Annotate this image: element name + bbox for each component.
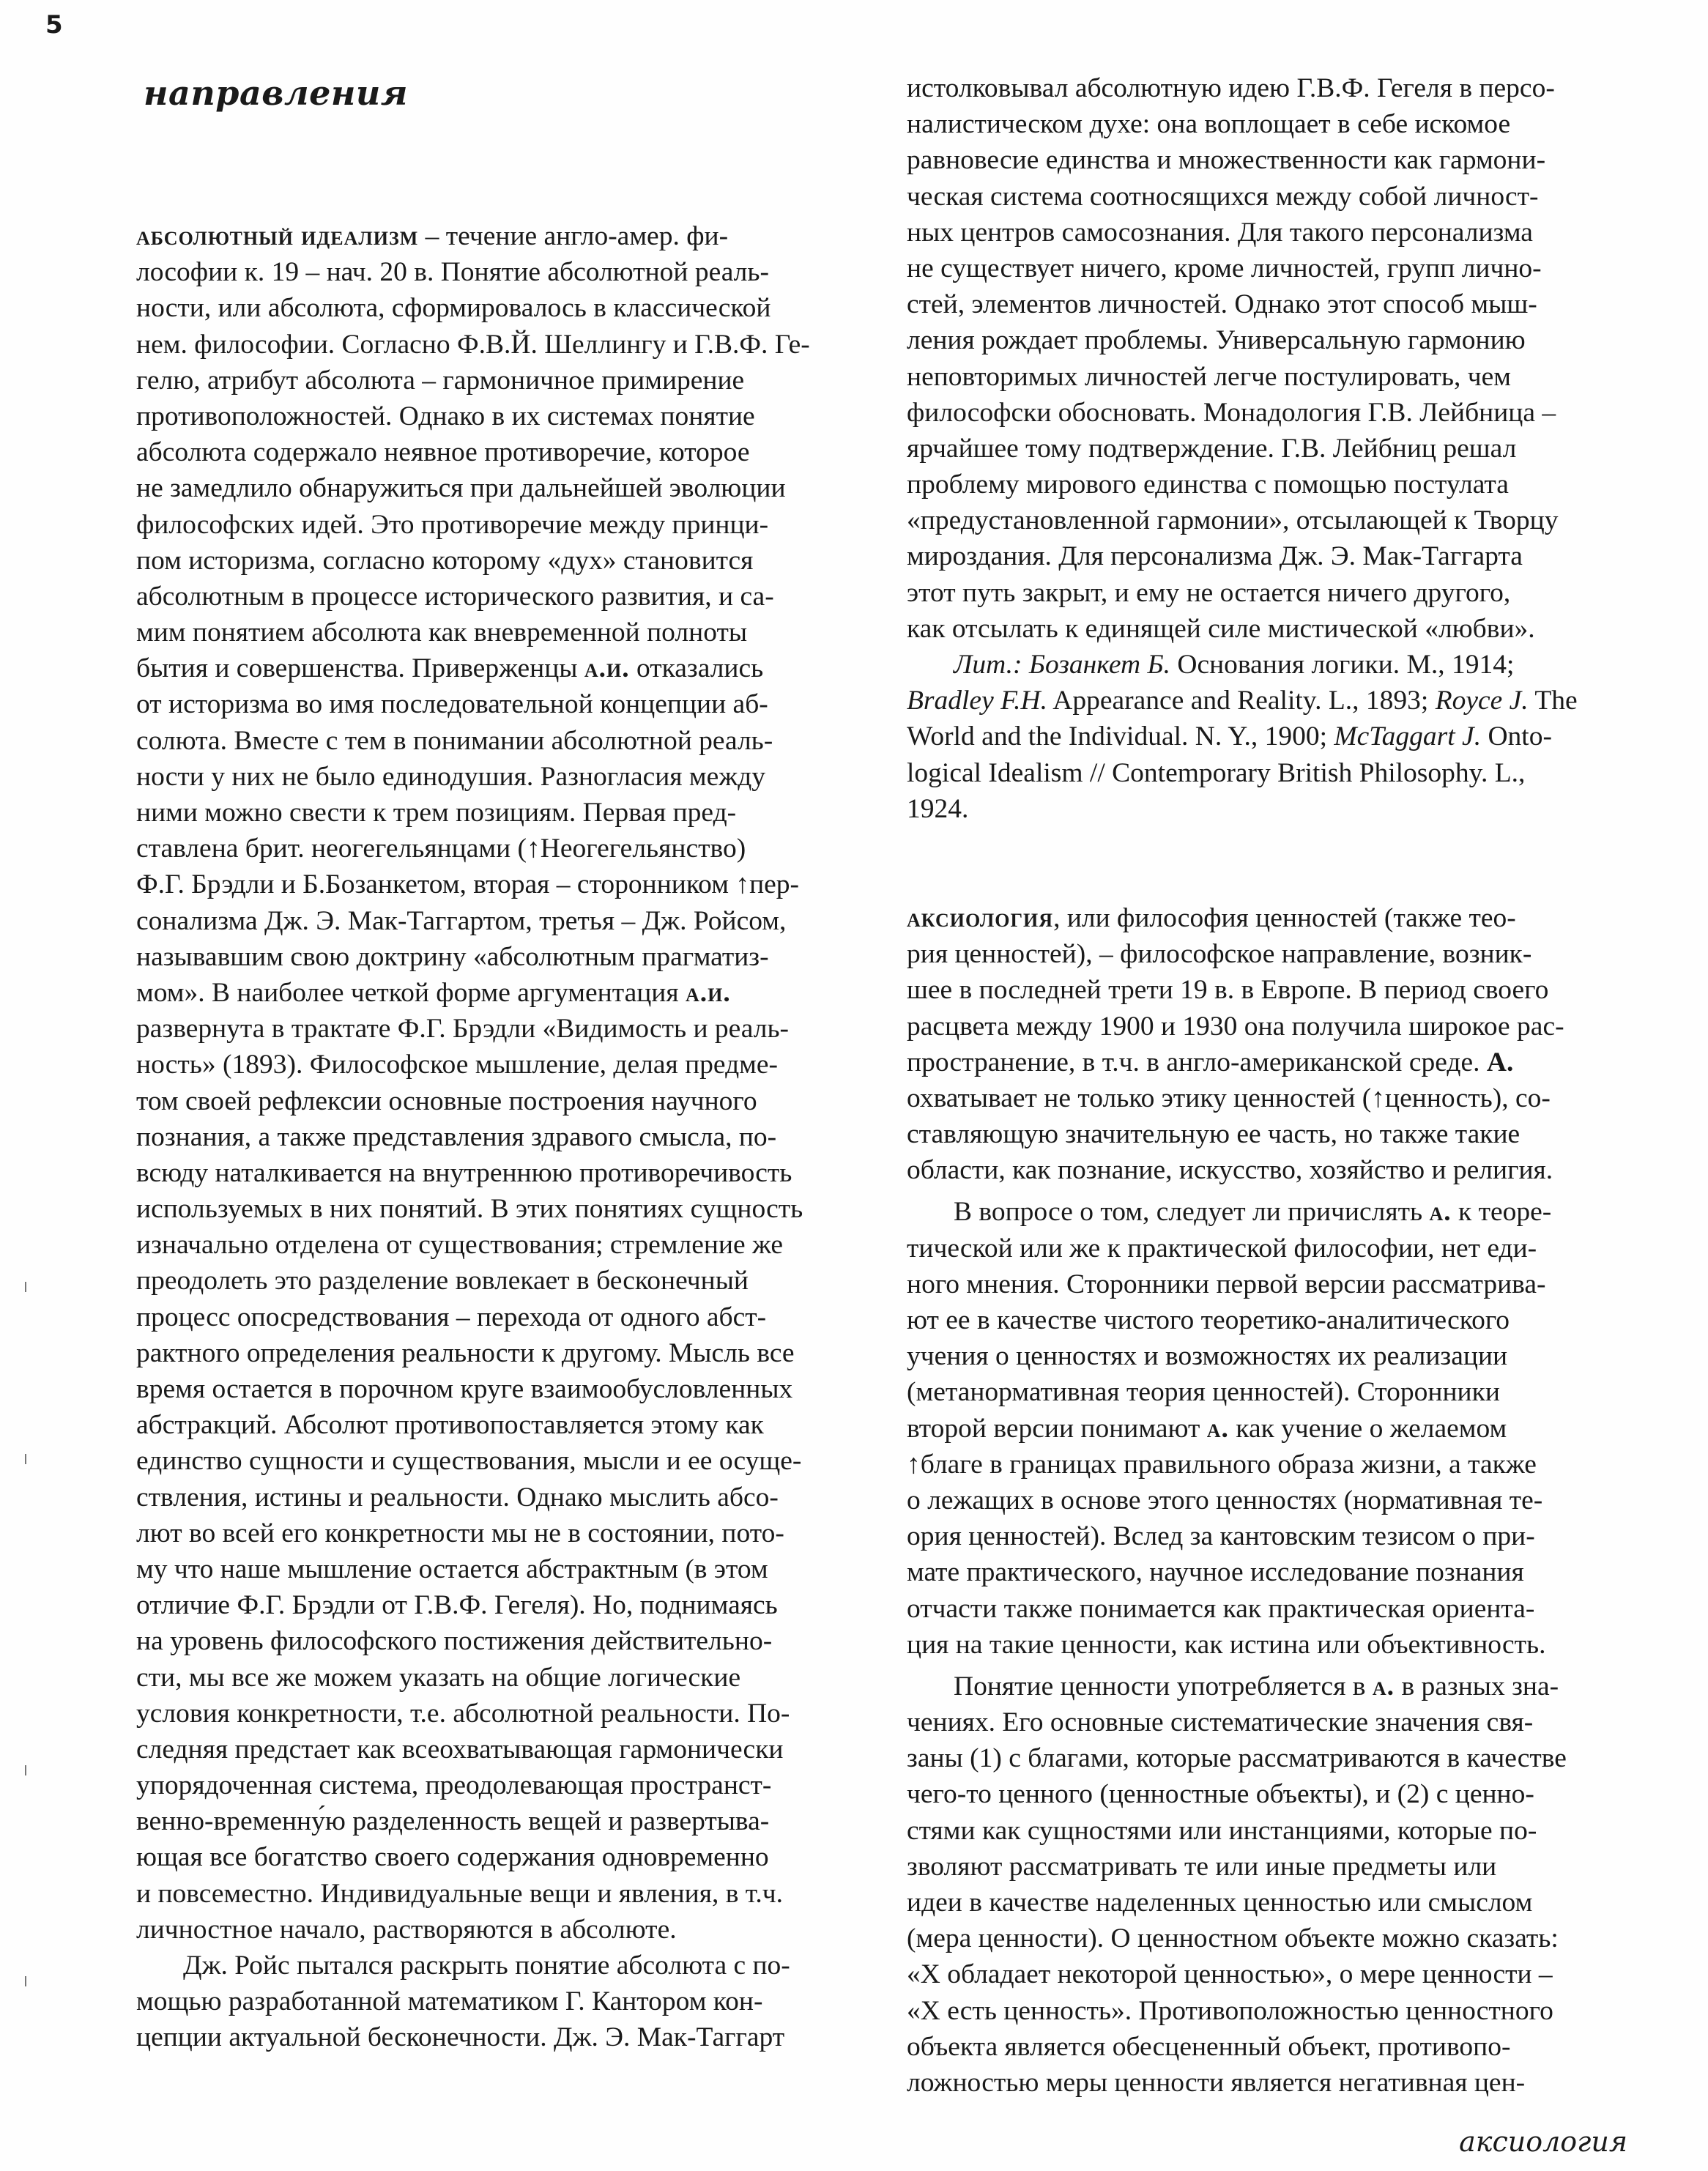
text-run: цепции актуальной бесконечности. Дж. Э. Мак-Таггарт: [136, 2022, 785, 2053]
text-line: [136, 1335, 832, 1371]
paragraph-gap: [907, 827, 1603, 900]
text-line: [907, 1813, 1603, 1849]
text-line: [907, 1411, 1603, 1447]
text-run: в разных зна-: [1395, 1671, 1559, 1701]
headword: а.и.: [685, 977, 731, 1008]
text-line: [907, 1920, 1603, 1956]
text-run: тической или же к практической философии, нет еди-: [907, 1233, 1537, 1263]
text-line: [136, 1227, 832, 1263]
text-line: [136, 1083, 832, 1119]
text-run: изначально отделена от существования; стремление же: [136, 1230, 784, 1261]
text-run: (метанормативная теория ценностей). Сторонники: [907, 1377, 1500, 1408]
text-run: шее в последней трети 19 в. в Европе. В период своего: [907, 975, 1549, 1006]
text-line: [907, 900, 1603, 936]
text-line: [907, 322, 1603, 358]
text-run: «Х обладает некоторой ценностью», о мере ценности –: [907, 1959, 1553, 1990]
text-line: [907, 1194, 1603, 1230]
text-run: называвшим свою доктрину «абсолютным прагматиз-: [136, 941, 769, 972]
text-line: [907, 250, 1603, 286]
text-run: гелю, атрибут абсолюта – гармоничное примирение: [136, 365, 745, 396]
text-run: учения о ценностях и возможностях их реализации: [907, 1341, 1508, 1372]
text-run: ствления, истины и реальности. Однако мыслить абсо-: [136, 1482, 779, 1513]
text-line: [907, 1627, 1603, 1663]
text-run: (мера ценности). О ценностном объекте можно сказать:: [907, 1923, 1559, 1954]
text-run: The: [1528, 686, 1578, 716]
running-footer: аксиология: [1459, 2126, 1627, 2158]
text-line: [136, 759, 832, 795]
text-line: [136, 218, 832, 254]
text-run: идеи в качестве наделенных ценностью или смыслом: [907, 1888, 1533, 1918]
text-line: [907, 1482, 1603, 1518]
text-run: как отсылать к единящей силе мистической «любви».: [907, 613, 1535, 644]
text-line: [136, 1011, 832, 1047]
text-run: – течение англо-амер. фи-: [418, 221, 729, 251]
text-run: сти, мы все же можем указать на общие логические: [136, 1662, 741, 1693]
text-run: мироздания. Для персонализма Дж. Э. Мак-Таггарта: [907, 541, 1523, 572]
text-run: абсолютным в процессе исторического развития, и са-: [136, 581, 774, 612]
text-run: Дж. Ройс пытался раскрыть понятие абсолюта с по-: [183, 1951, 790, 1981]
text-run: ности у них не было единодушия. Разногласия между: [136, 761, 766, 792]
text-line: [907, 1885, 1603, 1920]
text-line: [907, 215, 1603, 250]
text-run: В вопросе о том, следует ли причислять: [954, 1197, 1430, 1228]
text-run: ющая все богатство своего содержания одновременно: [136, 1842, 769, 1873]
text-line: [907, 972, 1603, 1008]
text-line: [907, 755, 1603, 791]
text-line: [136, 434, 832, 470]
text-run: этот путь закрыт, и ему не остается ничего другого,: [907, 577, 1511, 608]
text-line: [907, 1849, 1603, 1885]
text-line: [136, 290, 832, 326]
text-run: logical Idealism // Contemporary British Philosophy. L.,: [907, 757, 1526, 788]
text-run: том своей рефлексии основные построения научного: [136, 1086, 757, 1116]
text-line: [136, 1732, 832, 1767]
running-header: направления: [144, 73, 408, 113]
text-line: [136, 2019, 832, 2055]
text-run: расцвета между 1900 и 1930 она получила широкое рас-: [907, 1011, 1564, 1042]
text-line: [907, 1704, 1603, 1740]
text-line: [907, 431, 1603, 467]
text-run: ления рождает проблемы. Универсальную гармонию: [907, 325, 1526, 356]
text-run: второй версии понимают: [907, 1413, 1207, 1444]
text-run: познания, а также представления здравого смысла, по-: [136, 1121, 777, 1152]
text-run: от историзма во имя последовательной концепции аб-: [136, 689, 768, 720]
text-line: [907, 1044, 1603, 1080]
text-line: [136, 1983, 832, 2019]
text-run: развернута в трактате Ф.Г. Брэдли «Видимость и реаль-: [136, 1014, 790, 1044]
text-run: всюду наталкивается на внутреннюю противоречивость: [136, 1157, 792, 1188]
headword: абсолютный идеализм: [136, 221, 419, 251]
headword: а.и.: [584, 653, 630, 684]
headword: аксиология: [907, 902, 1054, 933]
text-run: пом историзма, согласно которому «дух» становится: [136, 545, 754, 576]
text-run: му что наше мышление остается абстрактным (в этом: [136, 1554, 768, 1584]
text-run: Onto-: [1481, 721, 1552, 752]
text-line: [907, 791, 1603, 827]
text-line: [136, 650, 832, 686]
text-line: [907, 2029, 1603, 2065]
margin-mark: [25, 1765, 26, 1775]
text-line: [136, 254, 832, 290]
text-run: ними можно свести к трем позициям. Первая пред-: [136, 798, 737, 828]
text-line: [907, 359, 1603, 395]
text-line: [136, 363, 832, 398]
text-line: [907, 502, 1603, 538]
text-line: [907, 467, 1603, 502]
text-run: «Х есть ценность». Противоположностью ценностного: [907, 1995, 1553, 2026]
text-line: [907, 106, 1603, 142]
text-line: [907, 1009, 1603, 1044]
text-run: Основания логики. М., 1914;: [1170, 650, 1515, 680]
text-line: [907, 1231, 1603, 1266]
text-line: [136, 1660, 832, 1696]
text-run: абсолюта содержало неявное противоречие, которое: [136, 437, 750, 468]
text-line: [136, 579, 832, 615]
text-line: [136, 1839, 832, 1875]
text-run: личностное начало, растворяются в абсолюте.: [136, 1914, 677, 1945]
headword: а.: [1372, 1671, 1395, 1701]
text-run: объекта является обесцененный объект, противопо-: [907, 2031, 1511, 2062]
text-line: [907, 1302, 1603, 1338]
headword: а.: [1206, 1413, 1229, 1444]
text-line: [136, 1912, 832, 1948]
text-line: [907, 1740, 1603, 1776]
text-run: пространение, в т.ч. в англо-американской среде.: [907, 1047, 1487, 1077]
text-run: противоположностей. Однако в их системах понятие: [136, 401, 755, 431]
text-run: лософии к. 19 – нач. 20 в. Понятие абсолютной реаль-: [136, 257, 769, 288]
text-run: лют во всей его конкретности мы не в состоянии, пото-: [136, 1518, 784, 1548]
text-run: ↑благе в границах правильного образа жизни, а также: [907, 1449, 1537, 1480]
text-line: [907, 1447, 1603, 1482]
text-run: области, как познание, искусство, хозяйство и религия.: [907, 1155, 1553, 1186]
text-line: [907, 1518, 1603, 1554]
text-run: бытия и совершенства. Приверженцы: [136, 653, 584, 684]
text-line: [136, 831, 832, 866]
text-line: [136, 1119, 832, 1155]
text-run: отказались: [629, 653, 764, 684]
text-line: [136, 327, 832, 363]
text-line: [907, 1956, 1603, 1992]
text-line: [136, 1480, 832, 1515]
text-run: заны (1) с благами, которые рассматриваются в качестве: [907, 1743, 1567, 1774]
paragraph-gap: [907, 1188, 1603, 1194]
text-run: ных центров самосознания. Для такого персонализма: [907, 217, 1533, 248]
text-line: [136, 1948, 832, 1983]
text-run: нем. философии. Согласно Ф.В.Й. Шеллингу и Г.В.Ф. Ге-: [136, 329, 810, 360]
text-line: [907, 1152, 1603, 1188]
text-run: о лежащих в основе этого ценностях (нормативная те-: [907, 1485, 1543, 1515]
text-run: к теоре-: [1451, 1197, 1552, 1228]
text-run: не замедлило обнаружиться при дальнейшей эволюции: [136, 473, 786, 504]
text-run: мим понятием абсолюта как вневременной полноты: [136, 617, 748, 648]
text-run: 1924.: [907, 793, 969, 824]
text-run: ставлена брит. неогегельянцами (↑Неогегельянство): [136, 834, 746, 864]
text-run: Appearance and Reality. L., 1893;: [1047, 686, 1436, 716]
text-run: философских идей. Это противоречие между принци-: [136, 509, 769, 540]
text-line: [136, 398, 832, 434]
text-line: [136, 1299, 832, 1335]
text-run: чениях. Его основные систематические значения свя-: [907, 1707, 1534, 1738]
text-run: ставляющую значительную ее часть, но также такие: [907, 1119, 1521, 1150]
text-line: [136, 1515, 832, 1551]
text-line: [136, 903, 832, 939]
text-line: [907, 936, 1603, 972]
text-line: [907, 1080, 1603, 1116]
text-run: ность» (1893). Философское мышление, делая предме-: [136, 1050, 779, 1080]
text-run: стей, элементов личностей. Однако этот способ мыш-: [907, 289, 1537, 320]
text-line: [907, 1776, 1603, 1812]
text-line: [136, 1551, 832, 1587]
text-run: солюта. Вместе с тем в понимании абсолютной реаль-: [136, 725, 773, 756]
text-run: мате практического, научное исследование познания: [907, 1557, 1524, 1588]
text-run: ложностью меры ценности является негативная цен-: [907, 2067, 1526, 2098]
text-run: чего-то ценного (ценностные объекты), и (2) с ценно-: [907, 1779, 1534, 1810]
text-run: ярчайшее тому подтверждение. Г.В. Лейбниц решал: [907, 433, 1517, 464]
text-run: упорядоченная система, преодолевающая пространст-: [136, 1770, 772, 1801]
text-line: [907, 1591, 1603, 1627]
text-run: абстракций. Абсолют противопоставляется этому как: [136, 1410, 764, 1441]
text-line: [907, 1669, 1603, 1704]
text-line: [907, 575, 1603, 611]
text-line: [907, 1266, 1603, 1302]
text-run: и повсеместно. Индивидуальные вещи и явления, в т.ч.: [136, 1878, 783, 1909]
margin-mark: [25, 1454, 26, 1464]
text-line: [136, 866, 832, 902]
text-run: следняя предстает как всеохватывающая гармонически: [136, 1734, 784, 1764]
text-run: проблему мирового единства с помощью постулата: [907, 470, 1509, 500]
text-run: Ф.Г. Брэдли и Б.Бозанкетом, вторая – сторонником ↑пер-: [136, 869, 800, 900]
text-run: используемых в них понятий. В этих понятиях сущность: [136, 1194, 803, 1225]
text-run: ного мнения. Сторонники первой версии рассматрива-: [907, 1269, 1546, 1299]
text-run: налистическом духе: она воплощает в себе искомое: [907, 109, 1511, 140]
text-line: [136, 543, 832, 579]
text-line: [907, 179, 1603, 215]
text-line: [136, 975, 832, 1011]
text-run: ют ее в качестве чистого теоретико-аналитического: [907, 1305, 1510, 1335]
headword: а.: [1429, 1197, 1452, 1228]
page-number: 5: [45, 10, 63, 40]
text-run: стями как сущностями или инстанциями, которые по-: [907, 1815, 1537, 1846]
text-line: [907, 395, 1603, 431]
text-run: время остается в порочном круге взаимообусловленных: [136, 1374, 793, 1404]
text-run: единство сущности и существования, мысли и ее осуще-: [136, 1446, 802, 1477]
text-line: [136, 939, 832, 975]
text-run: процесс опосредствования – перехода от одного абст-: [136, 1302, 767, 1332]
text-line: [136, 1407, 832, 1443]
text-line: [907, 70, 1603, 106]
text-run: мом». В наиболее четкой форме аргументация: [136, 977, 686, 1008]
text-run: World and the Individual. N. Y., 1900;: [907, 721, 1334, 752]
text-line: [907, 1338, 1603, 1374]
text-run: ности, или абсолюта, сформировалось в классической: [136, 293, 771, 324]
text-line: [907, 142, 1603, 178]
text-run: сонализма Дж. Э. Мак-Таггартом, третья – Дж. Ройсом,: [136, 905, 787, 936]
text-line: [136, 615, 832, 650]
text-line: [136, 1047, 832, 1083]
text-run: условия конкретности, т.е. абсолютной реальности. По-: [136, 1698, 790, 1729]
citation-author: Royce J.: [1435, 686, 1529, 716]
text-run: «предустановленной гармонии», отсылающей к Творцу: [907, 505, 1559, 536]
text-run: неповторимых личностей легче постулировать, чем: [907, 361, 1511, 392]
text-line: [136, 686, 832, 722]
margin-mark: [25, 1282, 26, 1292]
text-line: [136, 1443, 832, 1479]
text-line: [136, 1696, 832, 1732]
text-run: А.: [1486, 1047, 1514, 1077]
text-line: [136, 1767, 832, 1803]
left-column: [136, 218, 832, 2056]
text-line: [136, 507, 832, 543]
text-run: ция на такие ценности, как истина или объективность.: [907, 1629, 1546, 1660]
text-run: философски обосновать. Монадология Г.В. Лейбница –: [907, 397, 1556, 428]
text-run: рактного определения реальности к другому. Мысль все: [136, 1337, 795, 1368]
paragraph-gap: [907, 1663, 1603, 1669]
text-line: [907, 1116, 1603, 1152]
citation-author: McTaggart J.: [1334, 721, 1482, 752]
text-line: [136, 795, 832, 831]
text-run: равновесие единства и множественности как гармони-: [907, 145, 1546, 176]
text-run: преодолеть это разделение вовлекает в бесконечный: [136, 1266, 749, 1296]
right-column: [907, 70, 1603, 2101]
text-run: отчасти также понимается как практическая ориента-: [907, 1593, 1535, 1624]
text-run: на уровень философского постижения действительно-: [136, 1626, 773, 1657]
text-line: [907, 683, 1603, 719]
citation-author: Bradley F.H.: [907, 686, 1047, 716]
text-run: венно-временну́ю разделенность вещей и развертыва-: [136, 1806, 770, 1837]
text-line: [136, 1587, 832, 1623]
text-run: Понятие ценности употребляется в: [954, 1671, 1373, 1701]
text-run: истолковывал абсолютную идею Г.В.Ф. Гегеля в персо-: [907, 73, 1555, 103]
margin-mark: [25, 1976, 26, 1986]
text-line: [907, 1374, 1603, 1410]
text-line: [907, 2065, 1603, 2101]
text-run: ческая система соотносящихся между собой личност-: [907, 181, 1539, 212]
text-line: [136, 1623, 832, 1659]
text-line: [136, 1803, 832, 1839]
text-line: [907, 538, 1603, 574]
text-run: зволяют рассматривать те или иные предметы или: [907, 1851, 1497, 1882]
text-run: отличие Ф.Г. Брэдли от Г.В.Ф. Гегеля). Но, поднимаясь: [136, 1590, 778, 1621]
text-line: [136, 1371, 832, 1407]
text-line: [907, 286, 1603, 322]
text-line: [907, 719, 1603, 754]
citation-author: Лит.: Бозанкет Б.: [954, 650, 1170, 680]
text-line: [136, 1191, 832, 1227]
text-run: рия ценностей), – философское направление, возник-: [907, 939, 1532, 970]
text-run: как учение о желаемом: [1228, 1413, 1507, 1444]
text-line: [136, 470, 832, 506]
text-line: [136, 1263, 832, 1299]
text-run: , или философия ценностей (также тео-: [1053, 902, 1516, 933]
text-line: [907, 1993, 1603, 2029]
text-line: [907, 611, 1603, 647]
text-line: [907, 1554, 1603, 1590]
text-run: ория ценностей). Вслед за кантовским тезисом о при-: [907, 1521, 1535, 1552]
text-line: [136, 1155, 832, 1191]
text-line: [136, 1876, 832, 1912]
text-line: [907, 647, 1603, 683]
text-run: охватывает не только этику ценностей (↑ценность), со-: [907, 1083, 1551, 1113]
text-run: не существует ничего, кроме личностей, групп лично-: [907, 253, 1542, 283]
text-line: [136, 723, 832, 759]
text-run: мощью разработанной математиком Г. Кантором кон-: [136, 1986, 763, 2017]
